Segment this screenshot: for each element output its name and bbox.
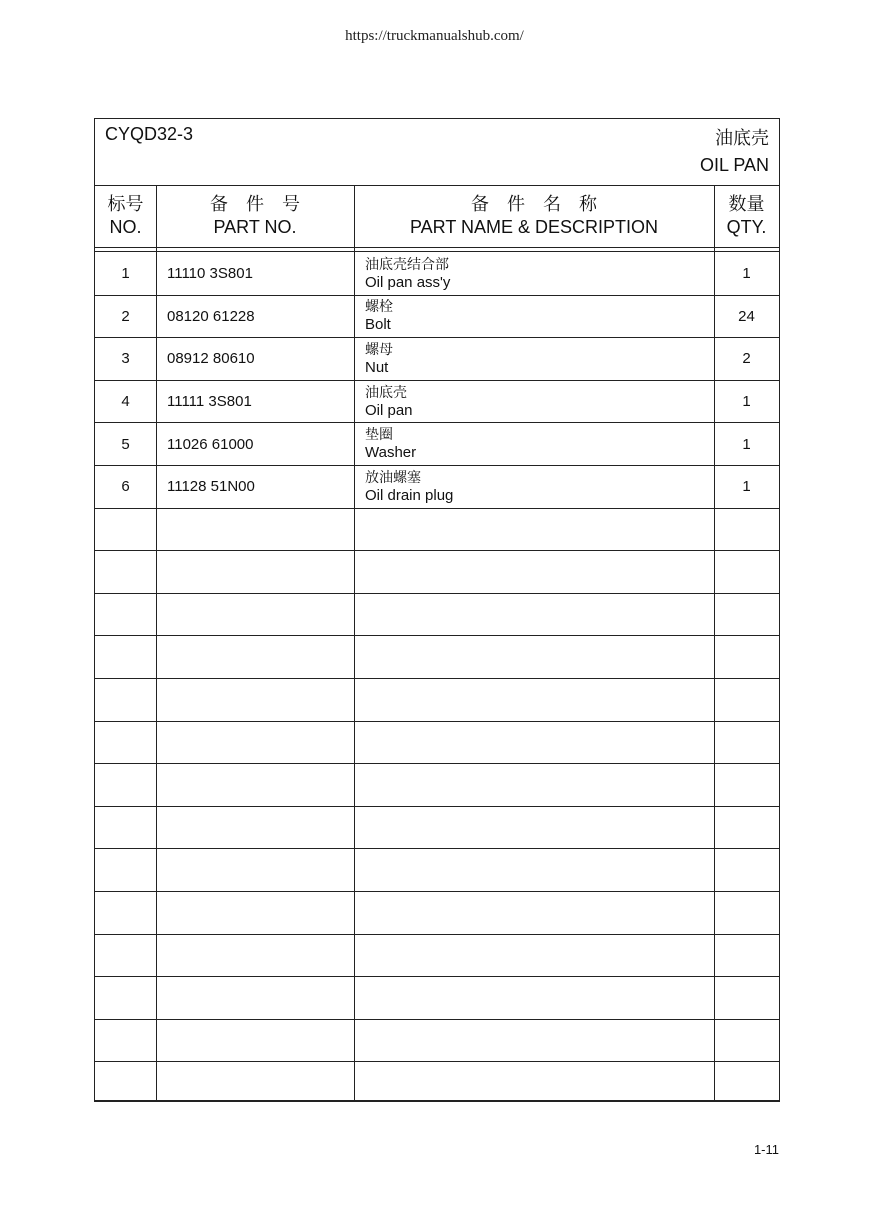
row-part-no (167, 977, 347, 1019)
row-number (95, 1062, 156, 1105)
row-name-cn: 放油螺塞 (365, 469, 421, 486)
row-name-en: Oil pan (365, 401, 413, 419)
row-number: 1 (121, 265, 130, 283)
row-number (95, 594, 156, 636)
row-qty (714, 1062, 779, 1105)
row-part-no (167, 849, 347, 891)
table-row (95, 722, 779, 765)
row-number (95, 892, 156, 934)
row-name-en: Oil drain plug (365, 486, 454, 504)
row-part-no (167, 935, 347, 977)
row-part-name (365, 1062, 705, 1105)
row-qty (714, 551, 779, 593)
row-part-no (167, 551, 347, 593)
row-part-no: 08120 61228 (167, 307, 255, 325)
header-divider-bottom (95, 251, 779, 252)
header-no (95, 194, 156, 238)
header-no-en: NO. (109, 217, 142, 237)
parts-list-sheet (94, 118, 780, 1102)
source-url: https://truckmanualshub.com/ (345, 28, 524, 44)
row-part-name (365, 594, 705, 636)
table-row (95, 381, 779, 424)
row-number (95, 764, 156, 806)
row-name-cn: 油底壳 (365, 384, 407, 401)
row-part-name (365, 977, 705, 1019)
row-number: 4 (121, 393, 130, 411)
row-part-name (365, 722, 705, 764)
row-part-no: 11111 3S801 (167, 393, 252, 411)
row-name-cn: 螺母 (365, 341, 393, 358)
row-part-no (167, 722, 347, 764)
page-number: 1-11 (753, 1142, 779, 1157)
row-part-name (365, 807, 705, 849)
header-part-no (156, 194, 354, 238)
row-part-no (167, 1020, 347, 1062)
table-row (95, 594, 779, 637)
row-number: 6 (121, 478, 130, 496)
title-english: OIL PAN (699, 155, 769, 175)
row-qty (714, 679, 779, 721)
row-qty (714, 977, 779, 1019)
row-qty (714, 722, 779, 764)
table-row (95, 253, 779, 296)
row-part-no: 11110 3S801 (167, 265, 253, 283)
row-qty: 1 (742, 435, 751, 453)
header-part-en: PART NO. (213, 217, 297, 237)
row-number (95, 977, 156, 1019)
row-number (95, 1020, 156, 1062)
row-part-name (365, 892, 705, 934)
parts-table-body (95, 253, 779, 1105)
header-name-en: PART NAME & DESCRIPTION (409, 217, 659, 237)
row-qty (714, 849, 779, 891)
row-name-en: Oil pan ass'y (365, 273, 451, 291)
table-row (95, 764, 779, 807)
row-part-no (167, 509, 347, 551)
table-row (95, 509, 779, 552)
row-qty (714, 807, 779, 849)
header-qty-en: QTY. (726, 217, 767, 237)
row-part-name (365, 764, 705, 806)
table-row (95, 892, 779, 935)
row-part-no (167, 594, 347, 636)
row-part-no: 08912 80610 (167, 350, 255, 368)
row-qty (714, 764, 779, 806)
header-no-cn: 标号 (107, 194, 144, 215)
row-part-name (365, 296, 705, 338)
row-part-name (365, 636, 705, 678)
row-number (95, 509, 156, 551)
model-code: CYQD32-3 (105, 124, 194, 144)
row-part-name (365, 551, 705, 593)
row-part-no: 11128 51N00 (167, 478, 255, 496)
row-part-name (365, 338, 705, 380)
header-part-name (354, 194, 714, 238)
table-row (95, 466, 779, 509)
row-number (95, 551, 156, 593)
row-qty: 2 (742, 350, 751, 368)
title-divider (95, 185, 779, 186)
row-part-name (365, 849, 705, 891)
row-part-no (167, 1062, 347, 1105)
row-qty: 1 (742, 265, 751, 283)
row-part-name (365, 935, 705, 977)
table-row (95, 338, 779, 381)
row-part-name (365, 1020, 705, 1062)
row-part-name (365, 381, 705, 423)
row-part-no (167, 892, 347, 934)
row-number (95, 935, 156, 977)
table-row (95, 1062, 779, 1105)
row-name-en: Washer (365, 444, 417, 462)
row-part-name (365, 679, 705, 721)
row-name-cn: 螺栓 (365, 299, 393, 316)
row-part-no (167, 764, 347, 806)
row-number: 3 (121, 350, 130, 368)
row-number: 5 (121, 435, 130, 453)
table-row (95, 1020, 779, 1063)
header-qty-cn: 数量 (728, 194, 765, 215)
row-number (95, 807, 156, 849)
table-row (95, 807, 779, 850)
row-qty: 24 (738, 307, 755, 325)
row-qty: 1 (742, 393, 751, 411)
row-name-en: Bolt (365, 316, 391, 334)
row-number (95, 722, 156, 764)
row-part-name (365, 423, 705, 465)
header-part-cn: 备 件 号 (210, 194, 300, 215)
row-name-cn: 垫圈 (365, 427, 393, 444)
row-qty (714, 1020, 779, 1062)
table-row (95, 296, 779, 339)
row-qty: 1 (742, 478, 751, 496)
row-number (95, 636, 156, 678)
header-name-cn: 备 件 名 称 (471, 194, 597, 215)
title-chinese: 油底壳 (715, 128, 769, 149)
row-part-name (365, 253, 705, 295)
row-part-no (167, 679, 347, 721)
table-row (95, 423, 779, 466)
row-qty (714, 509, 779, 551)
row-number (95, 679, 156, 721)
table-row (95, 636, 779, 679)
table-row (95, 679, 779, 722)
row-qty (714, 935, 779, 977)
row-number: 2 (121, 307, 130, 325)
table-row (95, 935, 779, 978)
table-row (95, 977, 779, 1020)
row-qty (714, 636, 779, 678)
row-part-no (167, 807, 347, 849)
row-name-cn: 油底壳结合部 (365, 256, 449, 273)
row-part-name (365, 509, 705, 551)
row-part-name (365, 466, 705, 508)
header-qty (714, 194, 779, 238)
header-divider-top (95, 247, 779, 248)
row-qty (714, 892, 779, 934)
row-part-no: 11026 61000 (167, 435, 254, 453)
row-name-en: Nut (365, 358, 389, 376)
table-row (95, 551, 779, 594)
row-part-no (167, 636, 347, 678)
row-qty (714, 594, 779, 636)
table-row (95, 849, 779, 892)
row-number (95, 849, 156, 891)
